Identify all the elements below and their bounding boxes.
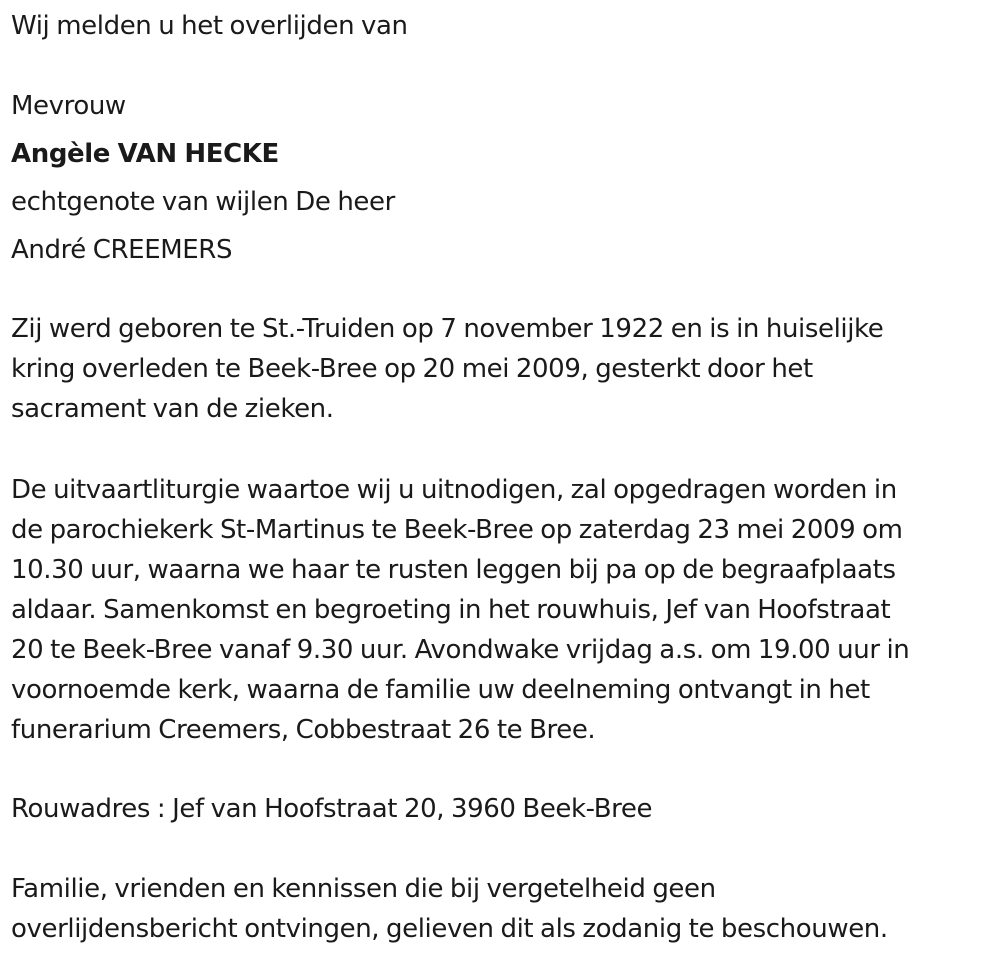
deceased-name: Angèle VAN HECKE xyxy=(11,139,279,169)
paragraph-line: kring overleden te Beek-Bree op 20 mei 2009, gesterkt door het xyxy=(11,354,813,384)
address-line: Rouwadres : Jef van Hoofstraat 20, 3960 Beek-Bree xyxy=(11,794,653,824)
paragraph-line: sacrament van de zieken. xyxy=(11,394,334,424)
paragraph-line: funerarium Creemers, Cobbestraat 26 te Bree. xyxy=(11,715,596,745)
family-note-paragraph xyxy=(11,869,888,949)
paragraph-line: 10.30 uur, waarna we haar te rusten leggen bij pa op de begraafplaats xyxy=(11,555,896,585)
paragraph-line: de parochiekerk St-Martinus te Beek-Bree op zaterdag 23 mei 2009 om xyxy=(11,515,903,545)
paragraph-line: 20 te Beek-Bree vanaf 9.30 uur. Avondwake vrijdag a.s. om 19.00 uur in xyxy=(11,635,910,665)
paragraph-line: overlijdensbericht ontvingen, gelieven dit als zodanig te beschouwen. xyxy=(11,914,888,944)
mourning-address xyxy=(11,789,652,829)
paragraph-line: voornoemde kerk, waarna de familie uw deelneming ontvangt in het xyxy=(11,675,870,705)
paragraph-line: aldaar. Samenkomst en begroeting in het rouwhuis, Jef van Hoofstraat xyxy=(11,595,891,625)
paragraph-line: Zij werd geboren te St.-Truiden op 7 november 1922 en is in huiselijke xyxy=(11,314,884,344)
paragraph-line: De uitvaartliturgie waartoe wij u uitnodigen, zal opgedragen worden in xyxy=(11,475,897,505)
spouse-name: André CREEMERS xyxy=(11,235,233,265)
honorific: Mevrouw xyxy=(11,91,126,121)
funeral-paragraph xyxy=(11,470,909,750)
birth-death-paragraph xyxy=(11,309,883,429)
paragraph-line: Familie, vrienden en kennissen die bij vergetelheid geen xyxy=(11,874,716,904)
spouse-relation: echtgenote van wijlen De heer xyxy=(11,187,395,217)
intro-text: Wij melden u het overlijden van xyxy=(11,11,408,41)
